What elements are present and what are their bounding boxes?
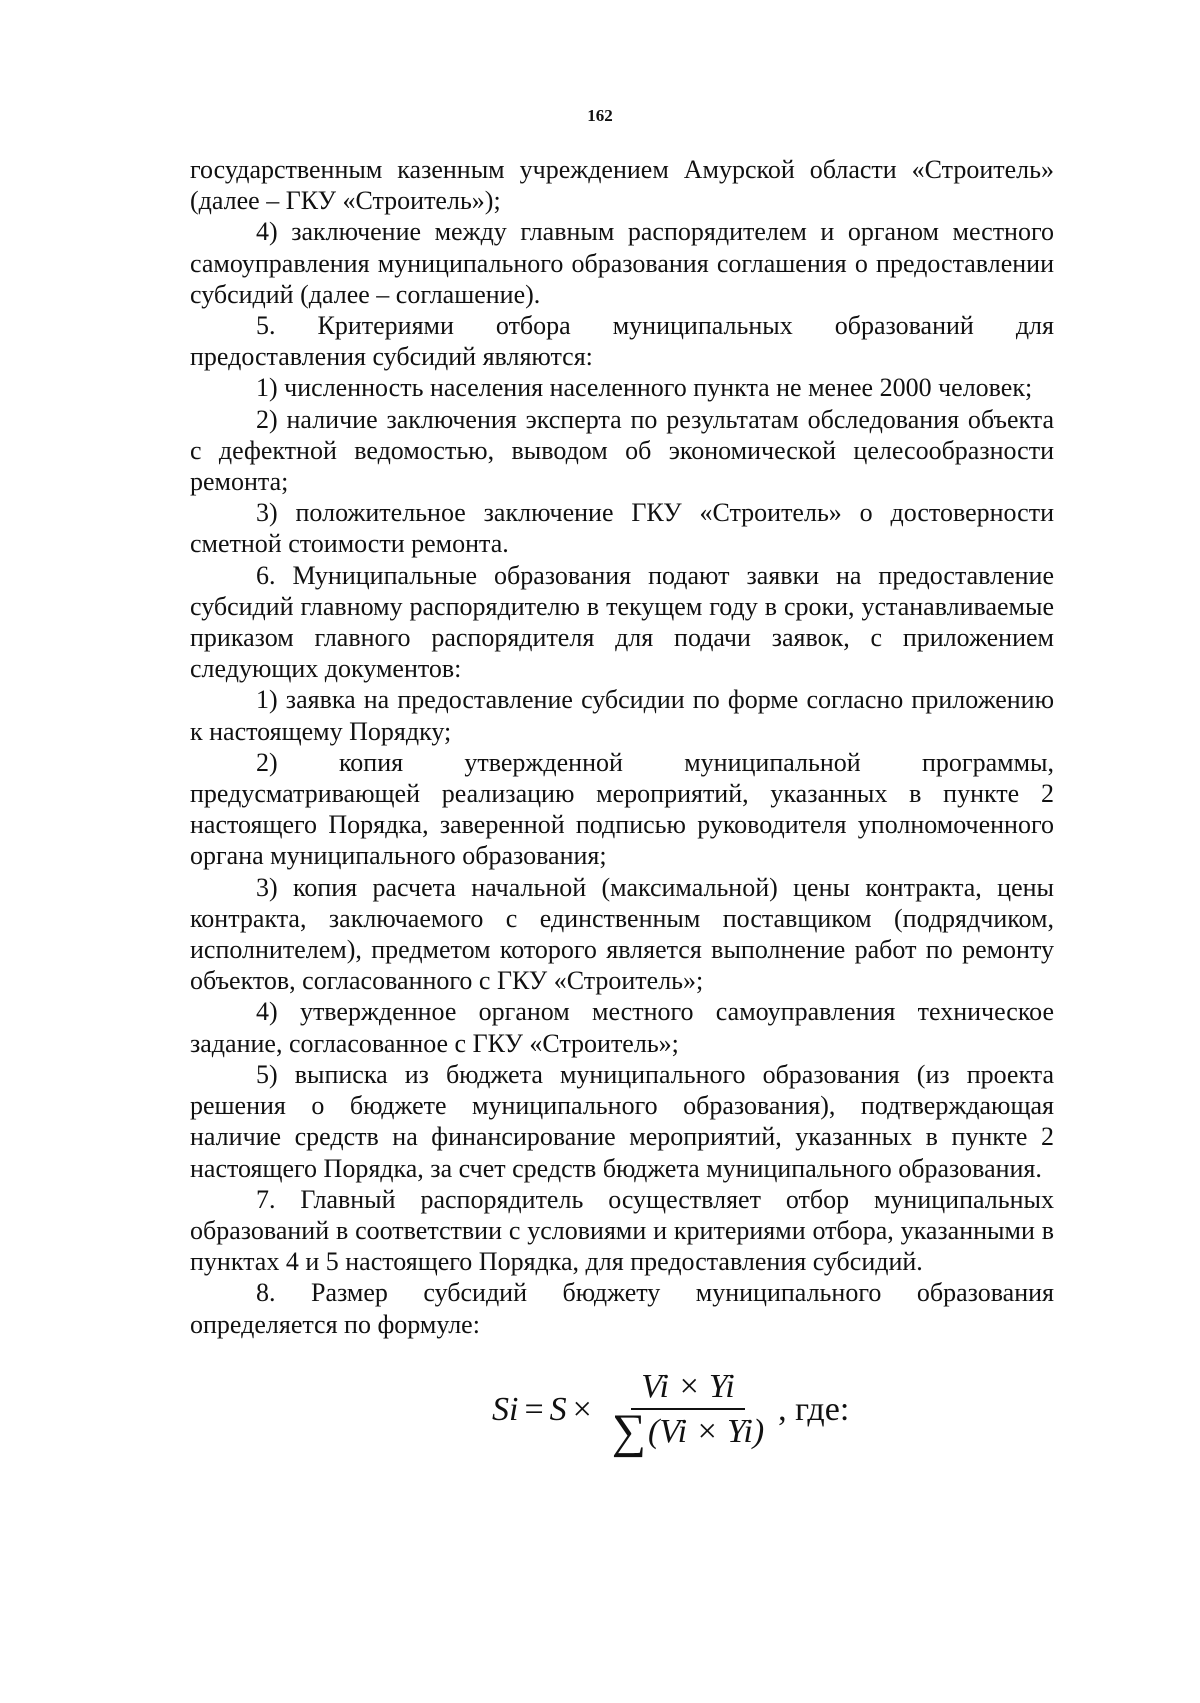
paragraph: 7. Главный распорядитель осуществляет отбор муниципальных образований в соответствии с условиями и критериями отбора, указанными в пунктах 4 и 5 настоящего Порядка, для предоставления субсидий. bbox=[190, 1184, 1054, 1277]
paragraph: 6. Муниципальные образования подают заявки на предоставление субсидий главному распорядителю в текущем году в сроки, устанавливаемые приказом главного распорядителя для подачи заявок, с приложением следующих документов: bbox=[190, 560, 1054, 684]
formula-lhs: Si bbox=[492, 1391, 519, 1428]
paragraph: 5) выписка из бюджета муниципального образования (из проекта решения о бюджете муниципального образования), подтверждающая наличие средств на финансирование мероприятий, указанных в пункте 2 настоящего Порядка, за счет средств бюджета муниципального образования. bbox=[190, 1059, 1054, 1183]
paragraph: 4) заключение между главным распорядителем и органом местного самоуправления муниципального образования соглашения о предоставлении субсидий (далее – соглашение). bbox=[190, 217, 1054, 309]
formula-times: × bbox=[572, 1391, 592, 1428]
paragraph: государственным казенным учреждением Амурской области «Строитель» (далее – ГКУ «Строитель»); bbox=[190, 155, 1054, 216]
formula-suffix: , где: bbox=[778, 1391, 850, 1428]
paragraph: 3) копия расчета начальной (максимальной) цены контракта, цены контракта, заключаемого с единственным поставщиком (подрядчиком, исполнителем), предметом которого является выполнение работ по ремонту объектов, согласованного с ГКУ «Строитель»; bbox=[190, 872, 1054, 996]
document-body bbox=[190, 154, 1054, 1340]
paragraph: 1) заявка на предоставление субсидии по форме согласно приложению к настоящему Порядку; bbox=[190, 685, 1054, 746]
paragraph: 2) копия утвержденной муниципальной программы, предусматривающей реализацию мероприятий, указанных в пункте 2 настоящего Порядка, заверенной подписью руководителя уполномоченного органа муниципального образования; bbox=[190, 747, 1054, 871]
paragraph: 5. Критериями отбора муниципальных образований для предоставления субсидий являются: bbox=[190, 311, 1054, 372]
formula-denominator-group bbox=[606, 1405, 770, 1458]
page-number: 162 bbox=[587, 106, 613, 125]
subsidy-formula bbox=[492, 1360, 849, 1460]
paragraph: 4) утвержденное органом местного самоуправления техническое задание, согласованное с ГКУ «Строитель»; bbox=[190, 997, 1054, 1058]
paragraph: 1) численность населения населенного пункта не менее 2000 человек; bbox=[256, 373, 1033, 403]
sigma-symbol: ∑ bbox=[611, 1405, 647, 1458]
formula-s: S bbox=[549, 1391, 567, 1428]
formula-equals: = bbox=[524, 1391, 544, 1428]
formula-fraction bbox=[606, 1368, 770, 1458]
formula-denominator: (Vi × Yi) bbox=[648, 1413, 765, 1450]
paragraph: 3) положительное заключение ГКУ «Строитель» о достоверности сметной стоимости ремонта. bbox=[190, 498, 1054, 559]
formula-numerator: Vi × Yi bbox=[631, 1368, 744, 1410]
paragraph: 2) наличие заключения эксперта по результатам обследования объекта с дефектной ведомостью, выводом об экономической целесообразности ремонта; bbox=[190, 404, 1054, 497]
paragraph: 8. Размер субсидий бюджету муниципального образования определяется по формуле: bbox=[190, 1278, 1054, 1339]
